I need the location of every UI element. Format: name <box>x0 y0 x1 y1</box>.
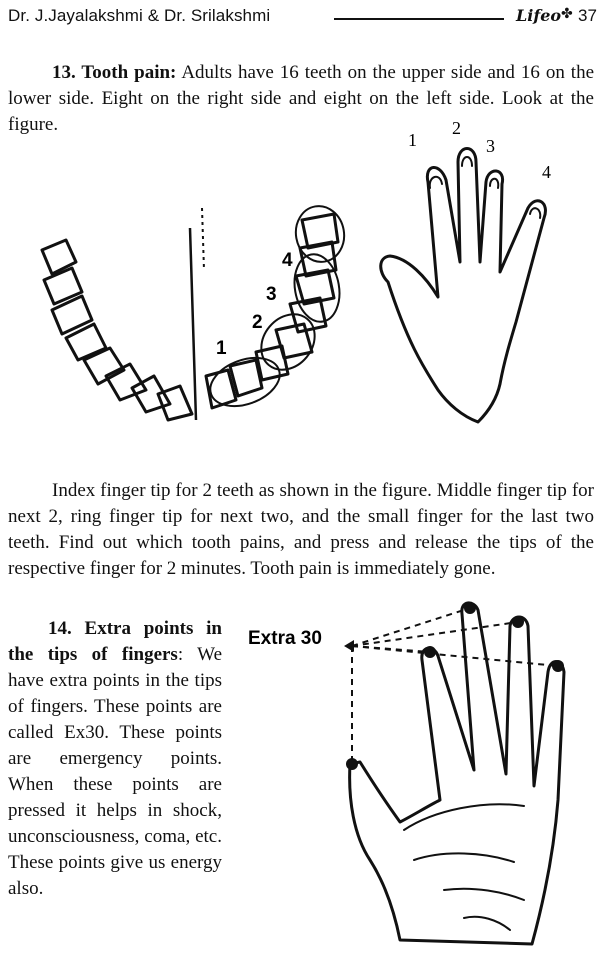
section-13-intro-text: Adults have 16 teeth on the upper side and 16 on the lower side. Eight on the right side and eight on the left side. Look at the figure. <box>8 62 595 135</box>
section-14-text: : We have extra points in the tips of fingers. These points are called Ex30. These points are emergency points. When these points are pressed it helps in shock, unconsciousness, coma, etc. These points give us energy also. <box>8 644 222 899</box>
fingertip-point <box>464 602 476 614</box>
tooth <box>158 386 192 420</box>
ornament-icon: ✤ <box>561 6 573 22</box>
finger-label: 4 <box>542 162 551 182</box>
section-14-heading: 14. Extra points in the tips of fingers <box>8 618 222 665</box>
tooth-label: 3 <box>266 284 277 305</box>
fingertip-point <box>512 616 524 628</box>
fingertip-point <box>346 758 358 770</box>
header-logo: Lifeo <box>516 6 562 25</box>
tooth-label: 2 <box>252 312 263 333</box>
finger-label: 1 <box>408 130 417 150</box>
midline <box>190 228 196 420</box>
page-header <box>8 6 597 28</box>
tooth-label: 1 <box>216 338 227 359</box>
page-number: 37 <box>578 6 597 25</box>
arrow-icon <box>344 640 354 652</box>
section-13-body: Index finger tip for 2 teeth as shown in the figure. Middle finger tip for next 2, ring finger tip for next two, and the small finger for the last two teeth. Find out which tooth pains, and press and release the tips of the respective finger for 2 minutes. Tooth pain is immediately gone. <box>8 480 594 579</box>
tooth-label: 4 <box>282 250 293 271</box>
extra-30-label: Extra 30 <box>248 628 322 649</box>
hand-outline <box>350 603 564 944</box>
hand-outline <box>381 149 546 423</box>
header-rule <box>334 18 504 20</box>
hand-numbers-figure <box>368 118 568 422</box>
section-14 <box>8 616 222 902</box>
extra-30-figure <box>244 600 584 960</box>
finger-label: 2 <box>452 118 461 138</box>
header-authors: Dr. J.Jayalakshmi & Dr. Srilakshmi <box>8 6 271 25</box>
finger-label: 3 <box>486 136 495 156</box>
teeth-arch-figure <box>30 200 360 440</box>
fingertip-point <box>552 660 564 672</box>
fingertip-point <box>424 646 436 658</box>
section-13-heading: 13. Tooth pain: <box>52 62 177 83</box>
